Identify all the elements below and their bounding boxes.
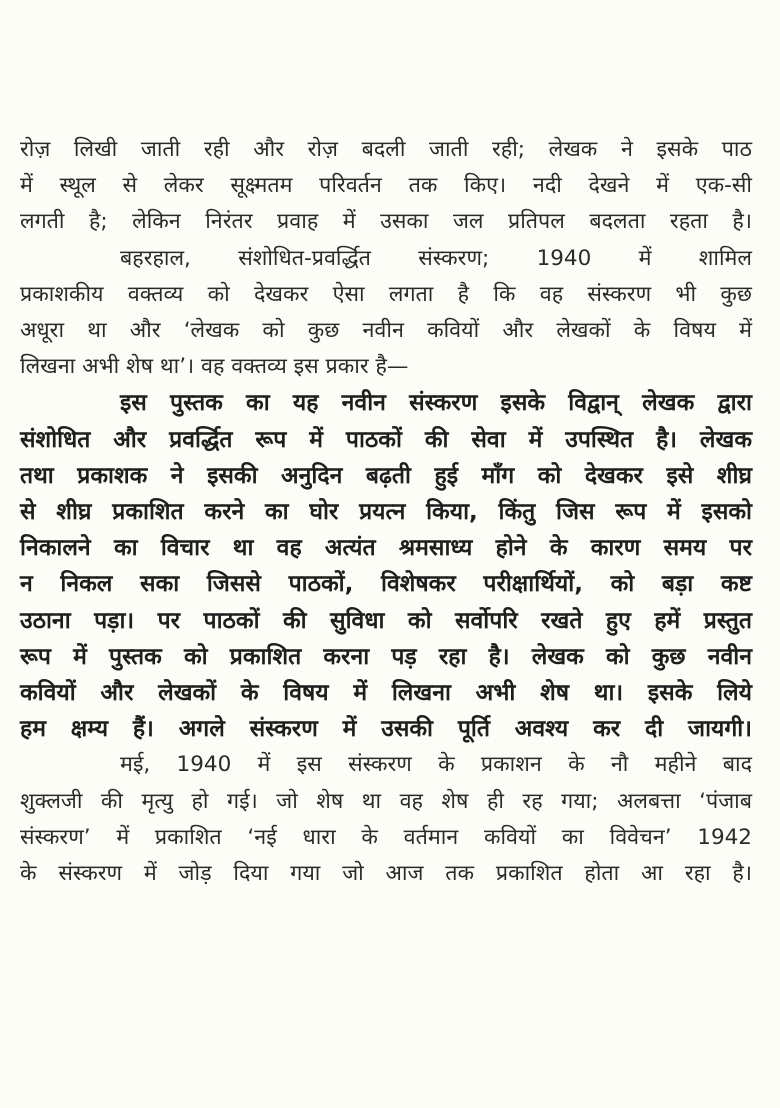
quote-line: संशोधित और प्रवर्द्धित रूप में पाठकों की सेवा में उपस्थित है। लेखक — [20, 426, 752, 453]
quote-line: से शीघ्र प्रकाशित करने का घोर प्रयत्न किया, किंतु जिस रूप में इसको — [20, 499, 752, 526]
text-line: लिखना अभी शेष था’। वह वक्तव्य इस प्रकार है— — [20, 354, 409, 380]
text-line: शुक्लजी की मृत्यु हो गई। जो शेष था वह शेष ही रह गया; अलबत्ता ‘पंजाब — [20, 788, 752, 814]
quote-line: तथा प्रकाशक ने इसकी अनुदिन बढ़ती हुई माँग को देखकर इसे शीघ्र — [20, 462, 752, 489]
text-line: के संस्करण में जोड़ दिया गया जो आज तक प्रकाशित होता आ रहा है। — [20, 861, 752, 887]
quote-line: न निकल सका जिससे पाठकों, विशेषकर परीक्षार्थियों, को बड़ा कष्ट — [20, 571, 752, 598]
text-line: अधूरा था और ‘लेखक को कुछ नवीन कवियों और लेखकों के विषय में — [20, 318, 752, 344]
quote-line: हम क्षम्य हैं। अगले संस्करण में उसकी पूर्ति अवश्य कर दी जायगी। — [20, 716, 752, 743]
quote-line: निकालने का विचार था वह अत्यंत श्रमसाध्य होने के कारण समय पर — [20, 535, 752, 562]
quote-line: उठाना पड़ा। पर पाठकों की सुविधा को सर्वोपरि रखते हुए हमें प्रस्तुत — [20, 607, 752, 634]
quote-line: कवियों और लेखकों के विषय में लिखना अभी शेष था। इसके लिये — [20, 680, 752, 707]
text-line: में स्थूल से लेकर सूक्ष्मतम परिवर्तन तक किए। नदी देखने में एक-सी — [20, 173, 752, 199]
text-line: रोज़ लिखी जाती रही और रोज़ बदली जाती रही; लेखक ने इसके पाठ — [20, 137, 752, 162]
text-line: प्रकाशकीय वक्तव्य को देखकर ऐसा लगता है कि वह संस्करण भी कुछ — [20, 281, 752, 307]
paragraph-first-line: बहरहाल, संशोधित-प्रवर्द्धित संस्करण; 1940 में शामिल — [120, 245, 752, 271]
paragraph-first-line: मई, 1940 में इस संस्करण के प्रकाशन के नौ महीने बाद — [120, 752, 752, 778]
quote-line: रूप में पुस्तक को प्रकाशित करना पड़ रहा है। लेखक को कुछ नवीन — [20, 643, 752, 670]
quote-first-line: इस पुस्तक का यह नवीन संस्करण इसके विद्वान् लेखक द्वारा — [120, 390, 752, 417]
text-line: संस्करण’ में प्रकाशित ‘नई धारा के वर्तमान कवियों का विवेचन’ 1942 — [20, 824, 752, 850]
text-line: लगती है; लेकिन निरंतर प्रवाह में उसका जल प्रतिपल बदलता रहता है। — [20, 209, 752, 235]
book-page — [20, 132, 752, 892]
